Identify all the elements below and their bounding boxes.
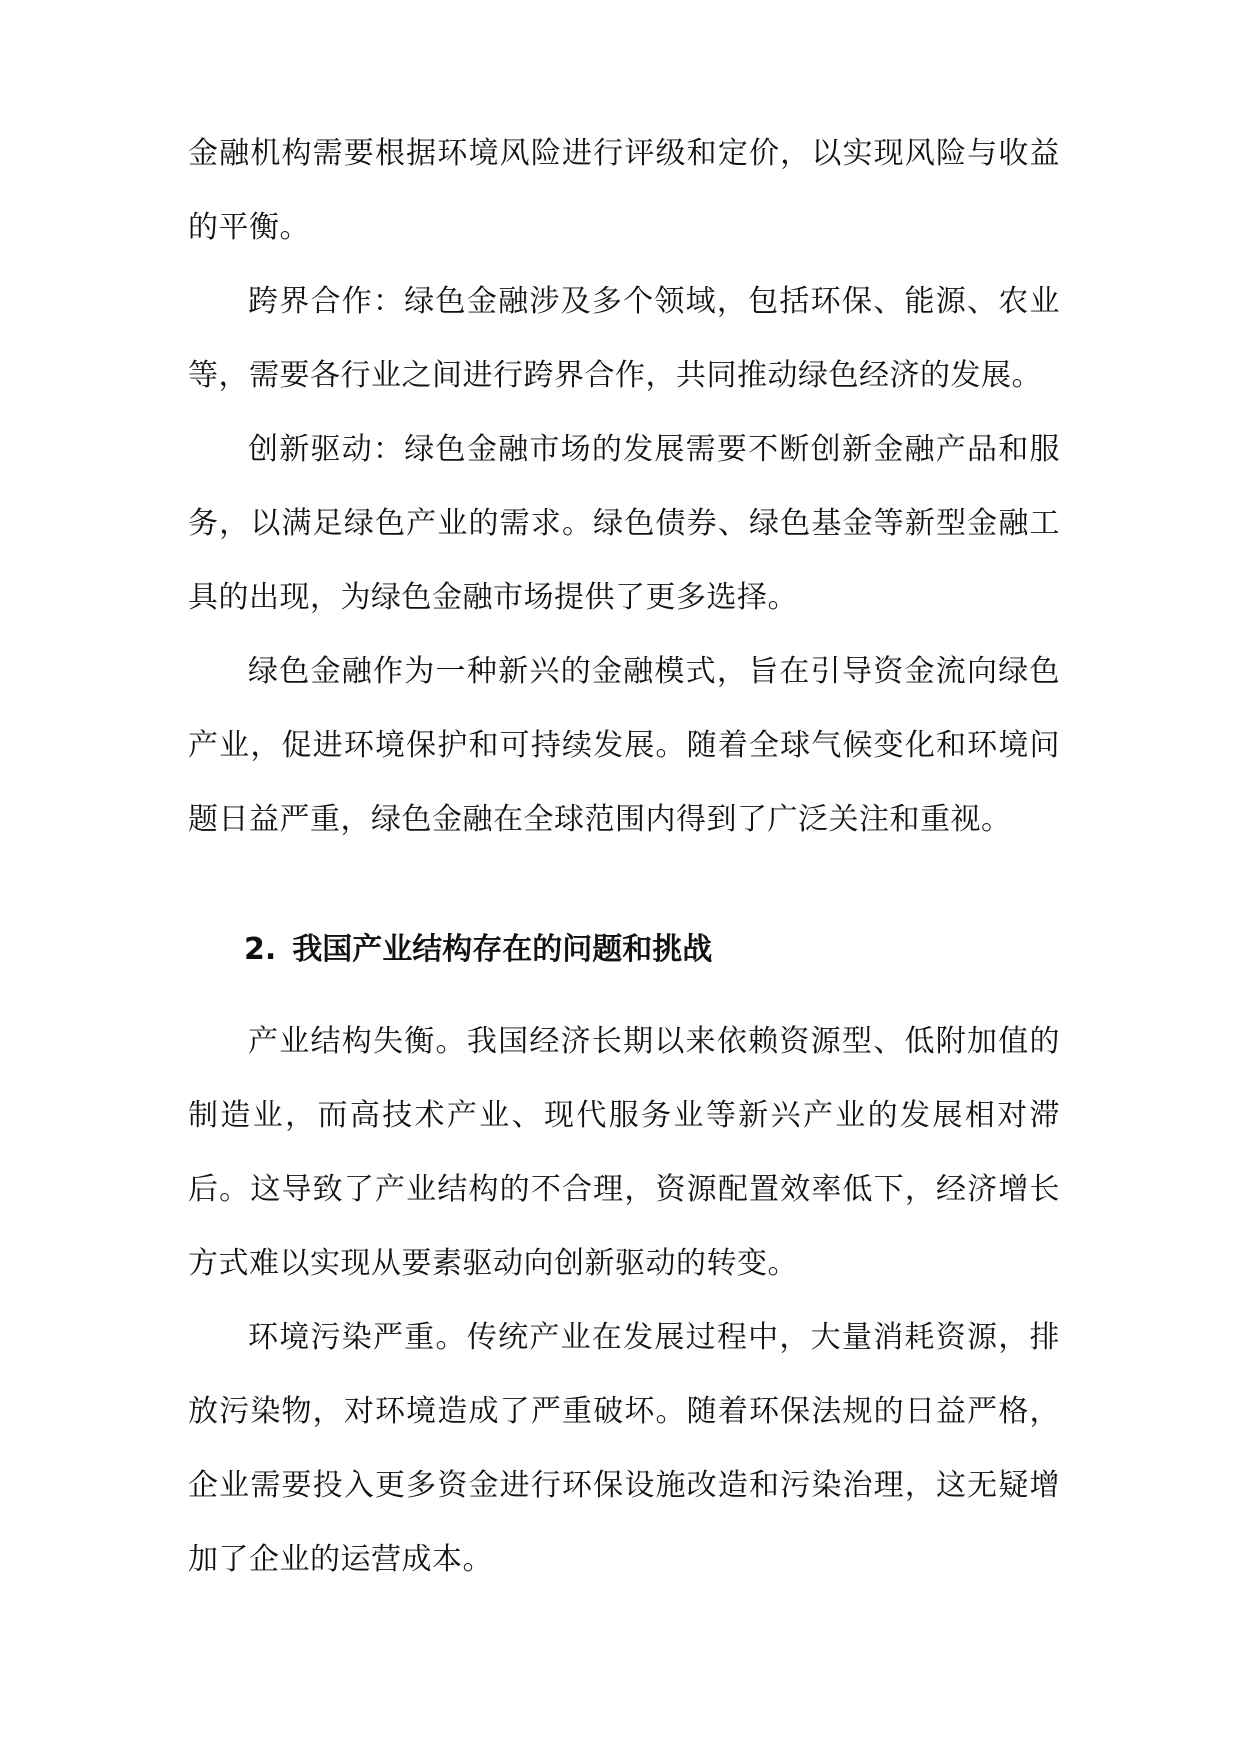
section-heading xyxy=(244,920,1060,980)
paragraph-industrial-imbalance: 产业结构失衡。我国经济长期以来依赖资源型、低附加值的制造业，而高技术产业、现代服务业等新兴产业的发展相对滞后。这导致了产业结构的不合理，资源配置效率低下，经济增长方式难以实现从要素驱动向创新驱动的转变。 xyxy=(188,1024,1060,1281)
paragraph-innovation-driven: 创新驱动：绿色金融市场的发展需要不断创新金融产品和服务，以满足绿色产业的需求。绿色债券、绿色基金等新型金融工具的出现，为绿色金融市场提供了更多选择。 xyxy=(188,432,1060,615)
paragraph-continued-risk-pricing: 金融机构需要根据环境风险进行评级和定价，以实现风险与收益的平衡。 xyxy=(188,136,1060,245)
section-number: 2. xyxy=(244,932,277,967)
section-title: 我国产业结构存在的问题和挑战 xyxy=(292,932,713,967)
paragraph-green-finance-overview: 绿色金融作为一种新兴的金融模式，旨在引导资金流向绿色产业，促进环境保护和可持续发展。随着全球气候变化和环境问题日益严重，绿色金融在全球范围内得到了广泛关注和重视。 xyxy=(188,654,1060,837)
paragraph-cross-sector-cooperation: 跨界合作：绿色金融涉及多个领域，包括环保、能源、农业等，需要各行业之间进行跨界合作，共同推动绿色经济的发展。 xyxy=(188,284,1060,393)
paragraph-environmental-pollution: 环境污染严重。传统产业在发展过程中，大量消耗资源，排放污染物，对环境造成了严重破坏。随着环保法规的日益严格，企业需要投入更多资金进行环保设施改造和污染治理，这无疑增加了企业的运营成本。 xyxy=(188,1320,1060,1577)
